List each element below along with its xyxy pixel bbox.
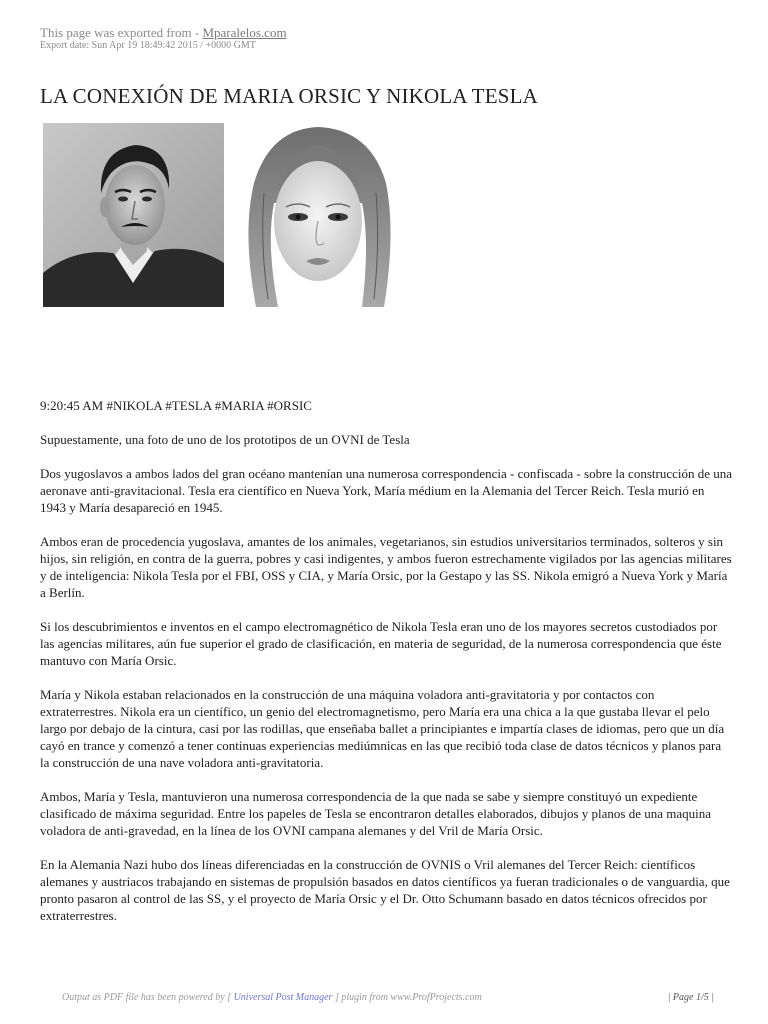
paragraph: Dos yugoslavos a ambos lados del gran océano mantenían una numerosa correspondencia - confiscada - sobre la construcción de una aeronave anti-gravitacional. Tesla era científico en Nueva York, María médium en la Alemania del Tercer Reich. Tesla murió en 1943 y María desapareció en 1945. xyxy=(40,466,733,515)
page-indicator: | Page 1/5 | xyxy=(667,992,714,1003)
maria-portrait-image xyxy=(234,123,396,307)
paragraph: Ambos, María y Tesla, mantuvieron una numerosa correspondencia de la que nada se sabe y siempre constituyó un expediente clasificado de máxima seguridad. Entre los papeles de Tesla se encontraron detalles elaborados, dibujos y planos de una maquina voladora de anti-gravedad, en la línea de los OVNI campana alemanes y del Vril de María Orsic. xyxy=(40,789,712,838)
paragraph: María y Nikola estaban relacionados en la construcción de una máquina voladora anti-gravitatoria y por contactos con extraterrestres. Nikola era un científico, un genio del electromagnetismo, pero María era una chica a la que gustaba llevar el pelo largo por debajo de la cintura, casi por las rodillas, que enseñaba ballet a principiantes e impartía clases de idiomas, pero que un día cayó en trance y comenzó a tener continuas experiencias mediúmnicas en las que recibió toda clase de datos técnicos y planos para la construcción de una nave voladora anti-gravitatoria. xyxy=(40,687,725,770)
export-date: Export date: Sun Apr 19 18:49:42 2015 / +0000 GMT xyxy=(40,40,256,51)
article-body xyxy=(40,397,732,941)
paragraph: Si los descubrimientos e inventos en el campo electromagnético de Nikola Tesla eran uno de los mayores secretos custodiados por las agencias militares, aún fue superior el grado de clasificación, en materia de seguridad, de la numerosa correspondencia que éste mantuvo con María Orsic. xyxy=(40,619,722,668)
paragraph: En la Alemania Nazi hubo dos líneas diferenciadas en la construcción de OVNIS o Vril alemanes del Tercer Reich: científicos alemanes y austriacos trabajando en sistemas de propulsión basados en datos científicos ya fueran tradicionales o de vanguardia, que pronto pasaron al control de las SS, y el proyecto de María Orsic y el Dr. Otto Schumann basado en datos técnicos ofrecidos por extraterrestres. xyxy=(40,857,730,923)
paragraph: Ambos eran de procedencia yugoslava, amantes de los animales, vegetarianos, sin estudios universitarios terminados, solteros y sin hijos, sin religión, en contra de la guerra, pobres y casi indigentes, y ambos fueron estrechamente vigilados por las agencias militares y de inteligencia: Nikola Tesla por el FBI, OSS y CIA, y María Orsic, por la Gestapo y las SS. Nikola emigró a Nueva York y María a Berlín. xyxy=(40,534,732,600)
paragraph-timestamp-tags: 9:20:45 AM #NIKOLA #TESLA #MARIA #ORSIC xyxy=(40,398,312,413)
footer-suffix: ] plugin from www.ProfProjects.com xyxy=(332,992,482,1003)
footer-prefix: Output as PDF file has been powered by [ xyxy=(62,992,234,1003)
tesla-portrait-image xyxy=(43,123,224,307)
article-title: LA CONEXIÓN DE MARIA ORSIC Y NIKOLA TESLA xyxy=(40,84,539,108)
export-prefix: This page was exported from - xyxy=(40,25,203,40)
export-source-line xyxy=(40,25,287,40)
footer-credit xyxy=(62,992,482,1003)
site-link[interactable]: Mparalelos.com xyxy=(202,25,287,40)
page-footer xyxy=(0,992,768,1008)
paragraph: Supuestamente, una foto de uno de los prototipos de un OVNI de Tesla xyxy=(40,432,410,447)
plugin-link[interactable]: Universal Post Manager xyxy=(233,992,333,1003)
export-header xyxy=(40,25,287,52)
